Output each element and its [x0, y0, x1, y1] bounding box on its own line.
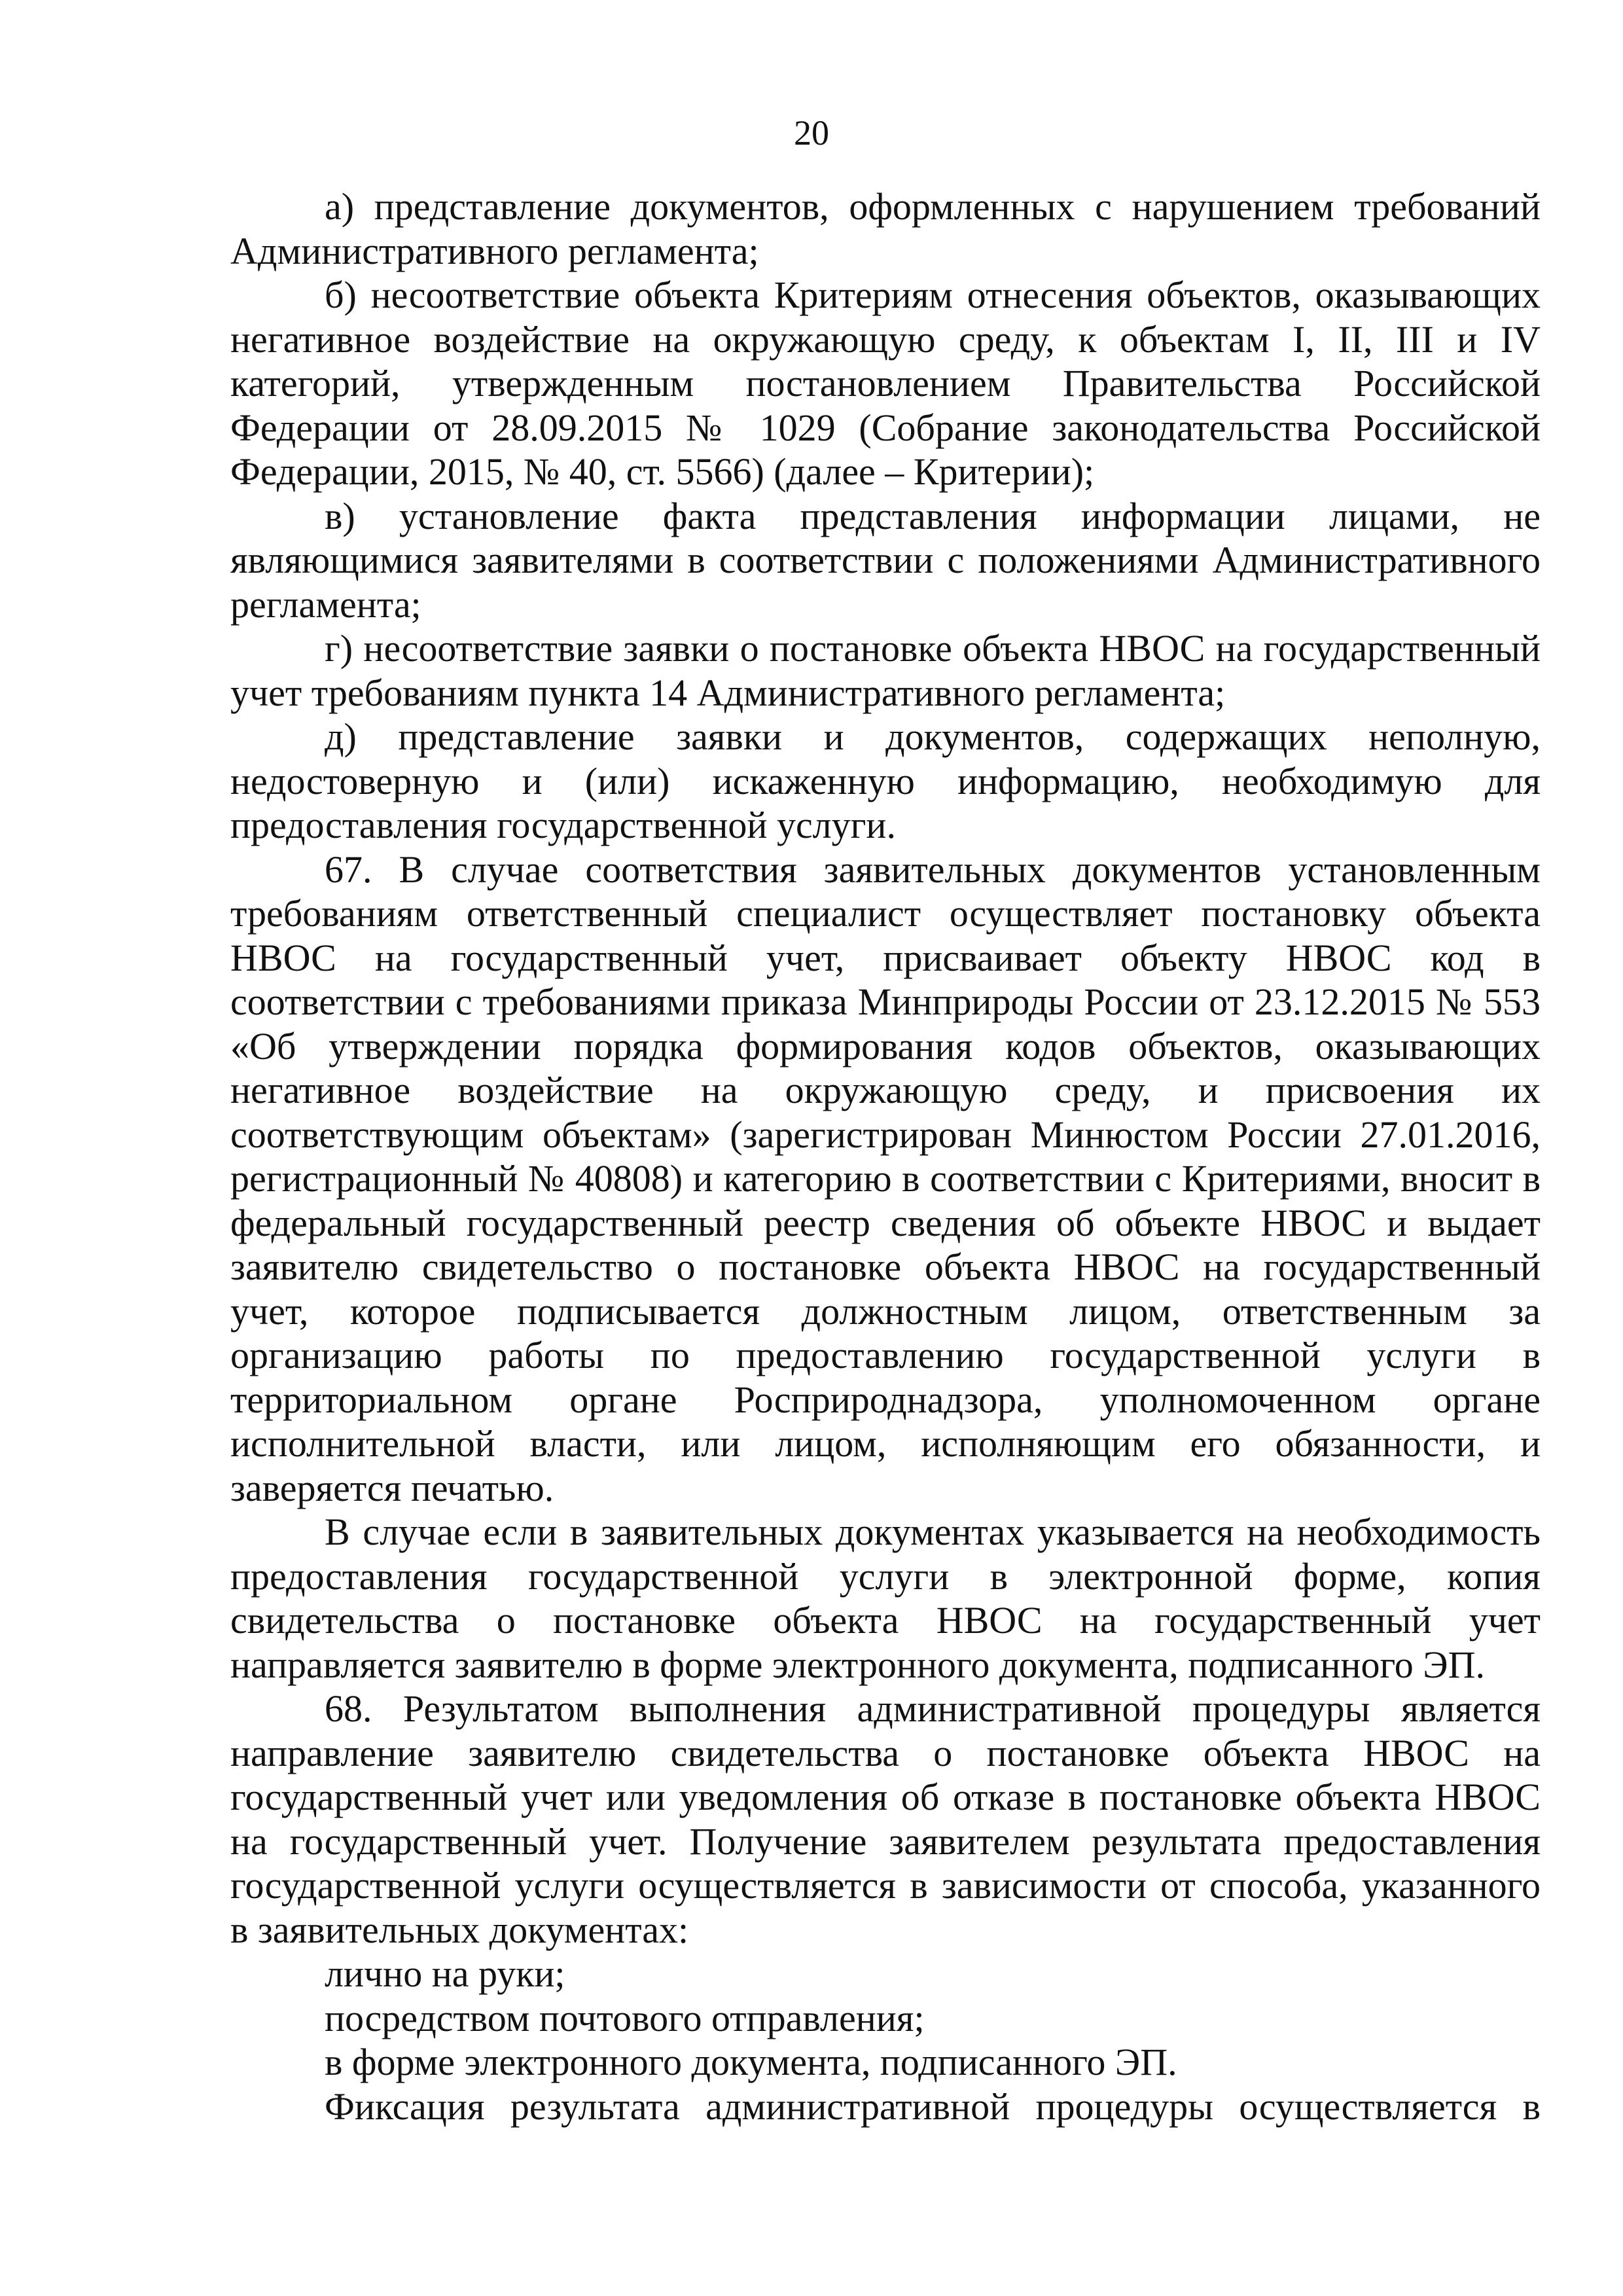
text-line: категорий, утвержденным постановлением Правительства Российской [230, 362, 1541, 404]
text-line: соответствии с требованиями приказа Минприроды России от 23.12.2015 № 553 [230, 980, 1541, 1023]
text-line: 68. Результатом выполнения административной процедуры является [325, 1687, 1541, 1730]
text-line: на государственный учет. Получение заявителем результата предоставления [230, 1820, 1541, 1863]
text-line: д) представление заявки и документов, содержащих неполную, [325, 715, 1541, 758]
text-line: Фиксация результата административной процедуры осуществляется в [325, 2085, 1541, 2128]
text-line: учет, которое подписывается должностным лицом, ответственным за [230, 1289, 1541, 1333]
document-body [230, 185, 1541, 2128]
text-line: учет требованиям пункта 14 Административного регламента; [230, 671, 1226, 714]
text-line: организацию работы по предоставлению государственной услуги в [230, 1334, 1541, 1376]
text-line: Административного регламента; [230, 229, 759, 272]
text-line: предоставления государственной услуги в электронной форме, копия [230, 1554, 1541, 1598]
text-line: являющимися заявителями в соответствии с положениями Административного [230, 539, 1541, 581]
text-line: недостоверную и (или) искаженную информацию, необходимую для [230, 759, 1541, 802]
text-line: а) представление документов, оформленных с нарушением требований [325, 185, 1541, 228]
text-line: г) несоответствие заявки о постановке объекта НВОС на государственный [325, 627, 1541, 670]
text-line: НВОС на государственный учет, присваивает объекту НВОС код в [230, 936, 1541, 979]
text-line: федеральный государственный реестр сведения об объекте НВОС и выдает [230, 1201, 1541, 1244]
text-line: предоставления государственной услуги. [230, 804, 896, 846]
text-line: регламента; [230, 583, 421, 626]
text-line: территориальном органе Росприроднадзора, уполномоченном органе [230, 1378, 1541, 1421]
text-line: «Об утверждении порядка формирования кодов объектов, оказывающих [230, 1024, 1541, 1067]
text-line: требованиям ответственный специалист осуществляет постановку объекта [230, 892, 1541, 935]
text-line: В случае если в заявительных документах указывается на необходимость [325, 1511, 1541, 1553]
text-line: лично на руки; [325, 1952, 565, 1995]
text-line: в) установление факта представления информации лицами, не [325, 494, 1541, 537]
text-line: соответствующим объектам» (зарегистрирован Минюстом России 27.01.2016, [230, 1113, 1541, 1156]
text-line: негативное воздействие на окружающую среду, и присвоения их [230, 1069, 1541, 1111]
text-line: исполнительной власти, или лицом, исполняющим его обязанности, и [230, 1422, 1541, 1465]
text-line: заверяется печатью. [230, 1466, 554, 1509]
text-line: регистрационный № 40808) и категорию в соответствии с Критериями, вносит в [230, 1157, 1541, 1200]
text-line: 67. В случае соответствия заявительных документов установленным [325, 848, 1541, 891]
text-line: государственной услуги осуществляется в зависимости от способа, указанного [230, 1864, 1541, 1907]
text-line: негативное воздействие на окружающую среду, к объектам I, II, III и IV [230, 317, 1541, 361]
text-line: направляется заявителю в форме электронного документа, подписанного ЭП. [230, 1643, 1485, 1686]
text-line: в форме электронного документа, подписанного ЭП. [325, 2041, 1177, 2083]
page-number: 20 [794, 113, 829, 152]
text-line: заявителю свидетельство о постановке объекта НВОС на государственный [230, 1246, 1541, 1288]
text-line: государственный учет или уведомления об отказе в постановке объекта НВОС [230, 1776, 1541, 1818]
text-line: свидетельства о постановке объекта НВОС на государственный учет [230, 1599, 1541, 1641]
text-line: б) несоответствие объекта Критериям отнесения объектов, оказывающих [325, 274, 1541, 316]
text-line: Федерации, 2015, № 40, ст. 5566) (далее – Критерии); [230, 450, 1095, 493]
text-line: в заявительных документах: [230, 1908, 689, 1951]
text-line: посредством почтового отправления; [325, 1996, 925, 2039]
text-line: направление заявителю свидетельства о постановке объекта НВОС на [230, 1731, 1541, 1774]
text-line: Федерации от 28.09.2015 № 1029 (Собрание законодательства Российской [230, 406, 1541, 449]
